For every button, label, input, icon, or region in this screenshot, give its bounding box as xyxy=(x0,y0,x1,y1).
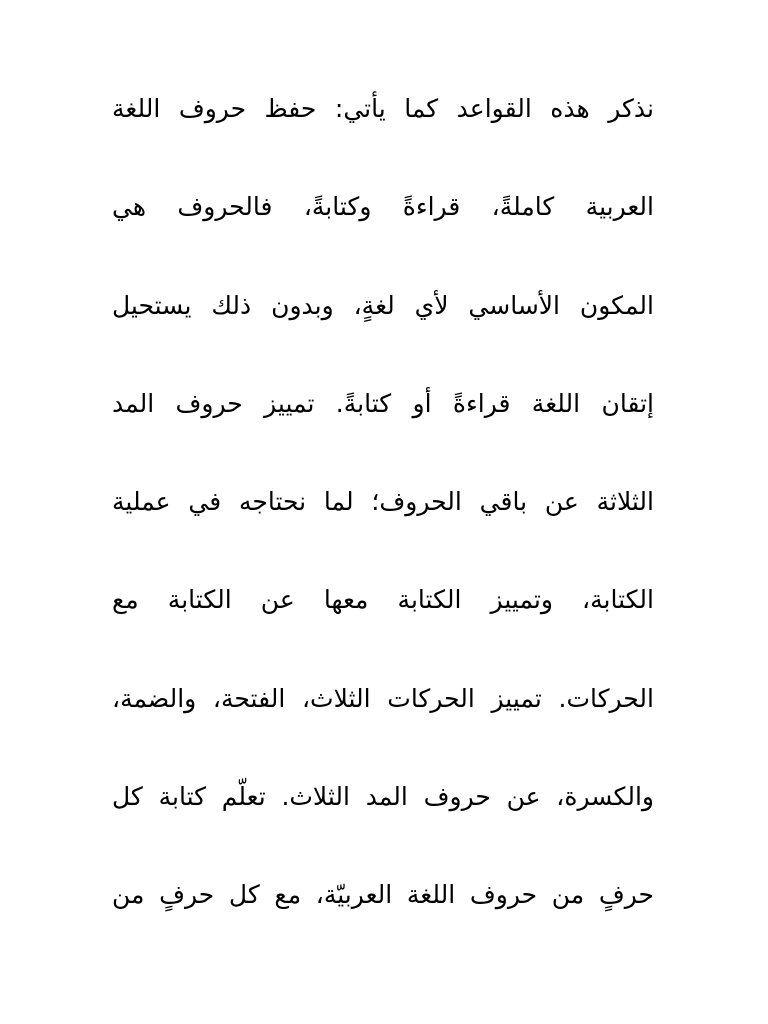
text-line-4: إتقان اللغة قراءةً أو كتابةً. تمييز حروف المد xyxy=(112,388,654,418)
text-line-1: نذكر هذه القواعد كما يأتي: حفظ حروف اللغة xyxy=(112,94,654,123)
text-line-9: حرفٍ من حروف اللغة العربيّة، مع كل حرفٍ من xyxy=(112,880,654,910)
text-line-5: الثلاثة عن باقي الحروف؛ لما نحتاجه في عملية xyxy=(112,487,654,517)
text-line-7: الحركات. تمييز الحركات الثلاث، الفتحة، والضمة، xyxy=(112,683,654,713)
text-line-6: الكتابة، وتمييز الكتابة معها عن الكتابة مع xyxy=(112,585,654,615)
text-line-2: العربية كاملةً، قراءةً وكتابةً، فالحروف هي xyxy=(112,192,654,222)
text-line-8: والكسرة، عن حروف المد الثلاث. تعلّم كتابة كل xyxy=(112,782,654,812)
paragraph xyxy=(112,60,654,945)
text-line-3: المكون الأساسي لأي لغةٍ، وبدون ذلك يستحيل xyxy=(112,290,654,320)
